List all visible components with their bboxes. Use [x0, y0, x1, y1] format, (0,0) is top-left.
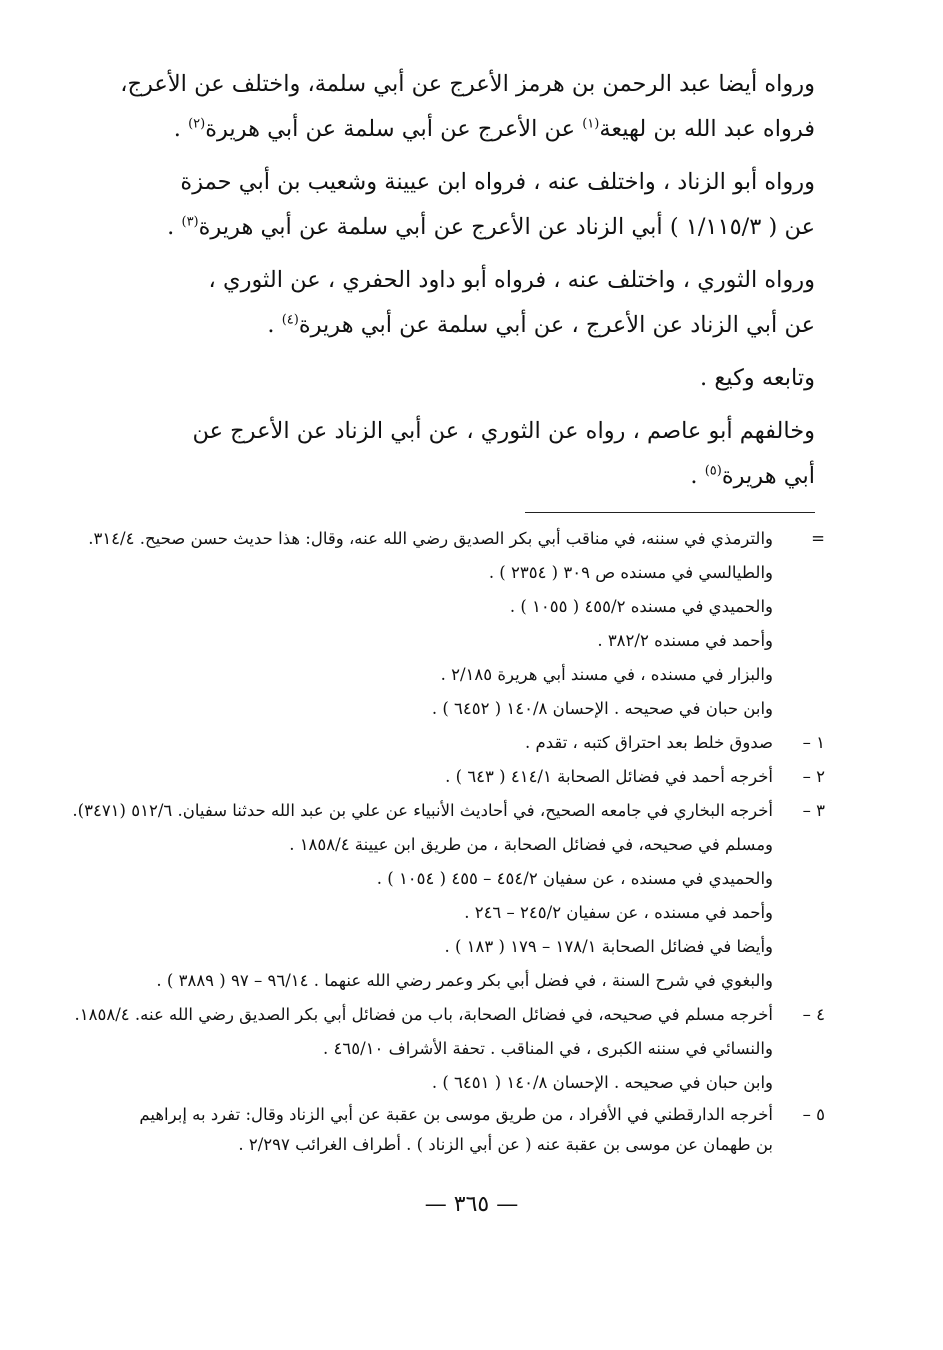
line: عن الأعرج عن أبي سلمة عن أبي هريرة — [205, 116, 583, 142]
footnote-text: وأحمد في مسنده ٣٨٢/٢ . — [597, 631, 773, 650]
paragraph-2 — [115, 160, 815, 250]
line: . — [267, 312, 282, 338]
paragraph-5 — [115, 409, 815, 499]
footnote-marker: ٢ – — [802, 767, 825, 786]
footnote-text: صدوق خلط بعد احتراق كتبه ، تقدم . — [525, 733, 773, 752]
footnote-text: والبزار في مسنده ، في مسند أبي هريرة ٢/١٨٥ . — [440, 665, 773, 684]
footnote-marker: ١ – — [802, 733, 825, 752]
footnote-text: وابن حبان في صحيحه . الإحسان ١٤٠/٨ ( ٦٤٥٢ ) . — [431, 699, 773, 718]
footnote-text: أخرجه مسلم في صحيحه، في فضائل الصحابة، باب من فضائل أبي بكر الصديق رضي الله عنه. ١٨٥٨/٤. — [74, 1005, 773, 1024]
paragraph-3 — [115, 258, 815, 348]
footnotes — [72, 522, 825, 1160]
footnote-separator — [525, 512, 815, 513]
line: فرواه عبد الله بن لهيعة — [599, 116, 815, 142]
page-number: — ٣٦٥ — — [424, 1192, 519, 1217]
paragraph-4 — [115, 356, 815, 401]
footnote-line — [125, 726, 825, 760]
line: . — [173, 116, 189, 142]
footnote-text: أخرجه الدارقطني في الأفراد ، من طريق موسى بن عقبة عن أبي الزناد وقال: تفرد به إبراهيم بن طهمان عن موسى بن عقبة عنه ( عن أبي الزناد ) . أطراف الغرائب ٢/٢٩٧ . — [139, 1105, 773, 1154]
footnote-text: والنسائي في سننه الكبرى ، في المناقب . تحفة الأشراف ٤٦٥/١٠ . — [323, 1039, 773, 1058]
line: وتابعه وكيع . — [700, 365, 815, 391]
footnote-line — [72, 794, 825, 828]
footnote-text: أخرجه أحمد في فضائل الصحابة ٤١٤/١ ( ٦٤٣ ) . — [445, 767, 773, 786]
footnote-line — [125, 862, 825, 896]
footnote-text: وأحمد في مسنده ، عن سفيان ٢٤٥/٢ – ٢٤٦ . — [464, 903, 773, 922]
line: أبي هريرة — [721, 463, 815, 489]
footnote-ref: (٢) — [188, 116, 206, 132]
footnote-line — [125, 1066, 825, 1100]
footnote-marker: = — [811, 529, 825, 548]
footnote-ref: (٥) — [704, 463, 722, 479]
footnote-line — [125, 930, 825, 964]
footnote-text: والترمذي في سننه، في مناقب أبي بكر الصديق رضي الله عنه، وقال: هذا حديث حسن صحيح. ٣١٤/٤. — [88, 529, 773, 548]
footnote-line — [125, 760, 825, 794]
line: ورواه أيضا عبد الرحمن بن هرمز الأعرج عن أبي سلمة، واختلف عن الأعرج، — [120, 71, 815, 97]
footnote-line — [125, 1100, 825, 1160]
footnote-text: ومسلم في صحيحه، في فضائل الصحابة ، من طريق ابن عيينة ١٨٥٨/٤ . — [289, 835, 773, 854]
line: عن ( ١/١١٥/٣ ) أبي الزناد عن الأعرج عن أبي سلمة عن أبي هريرة — [198, 214, 815, 240]
footnote-line — [125, 658, 825, 692]
footnote-text: والطيالسي في مسنده ص ٣٠٩ ( ٢٣٥٤ ) . — [488, 563, 773, 582]
line: ورواه أبو الزناد ، واختلف عنه ، فرواه ابن عيينة وشعيب بن أبي حمزة — [180, 169, 815, 195]
line: ورواه الثوري ، واختلف عنه ، فرواه أبو داود الحفري ، عن الثوري ، — [208, 267, 815, 293]
footnote-text: والحميدي في مسنده ، عن سفيان ٤٥٤/٢ – ٤٥٥ ( ١٠٥٤ ) . — [376, 869, 773, 888]
footnote-text: وابن حبان في صحيحه . الإحسان ١٤٠/٨ ( ٦٤٥١ ) . — [431, 1073, 773, 1092]
line: . — [690, 463, 705, 489]
footnote-line — [125, 1032, 825, 1066]
footnote-text: والبغوي في شرح السنة ، في فضل أبي بكر وعمر رضي الله عنهما . ٩٦/١٤ – ٩٧ ( ٣٨٨٩ ) . — [156, 971, 773, 990]
footnote-line — [125, 964, 825, 998]
footnote-line — [125, 692, 825, 726]
footnote-ref: (٣) — [181, 214, 199, 230]
footnote-marker: ٤ – — [802, 1005, 825, 1024]
footnote-line — [125, 556, 825, 590]
footnote-line — [88, 522, 825, 556]
line: عن أبي الزناد عن الأعرج ، عن أبي سلمة عن أبي هريرة — [298, 312, 815, 338]
footnote-line — [125, 624, 825, 658]
footnote-text: أخرجه البخاري في جامعه الصحيح، في أحاديث الأنبياء عن علي بن عبد الله حدثنا سفيان. ٥١٢/٦ (٣٤٧١). — [72, 801, 773, 820]
footnote-text: والحميدي في مسنده ٤٥٥/٢ ( ١٠٥٥ ) . — [509, 597, 773, 616]
paragraph-1 — [115, 62, 815, 152]
footnote-line — [74, 998, 825, 1032]
footnote-text: وأيضا في فضائل الصحابة ١٧٨/١ – ١٧٩ ( ١٨٣ ) . — [444, 937, 773, 956]
footnote-marker: ٣ – — [802, 801, 825, 820]
line: . — [167, 214, 182, 240]
line: وخالفهم أبو عاصم ، رواه عن الثوري ، عن أبي الزناد عن الأعرج عن — [192, 418, 815, 444]
footnote-line — [125, 896, 825, 930]
footnote-ref: (٤) — [281, 312, 299, 328]
main-text — [115, 62, 815, 507]
footnote-marker: ٥ – — [802, 1105, 825, 1124]
footnote-line — [125, 828, 825, 862]
footnote-line — [125, 590, 825, 624]
footnote-ref: (١) — [582, 116, 600, 132]
